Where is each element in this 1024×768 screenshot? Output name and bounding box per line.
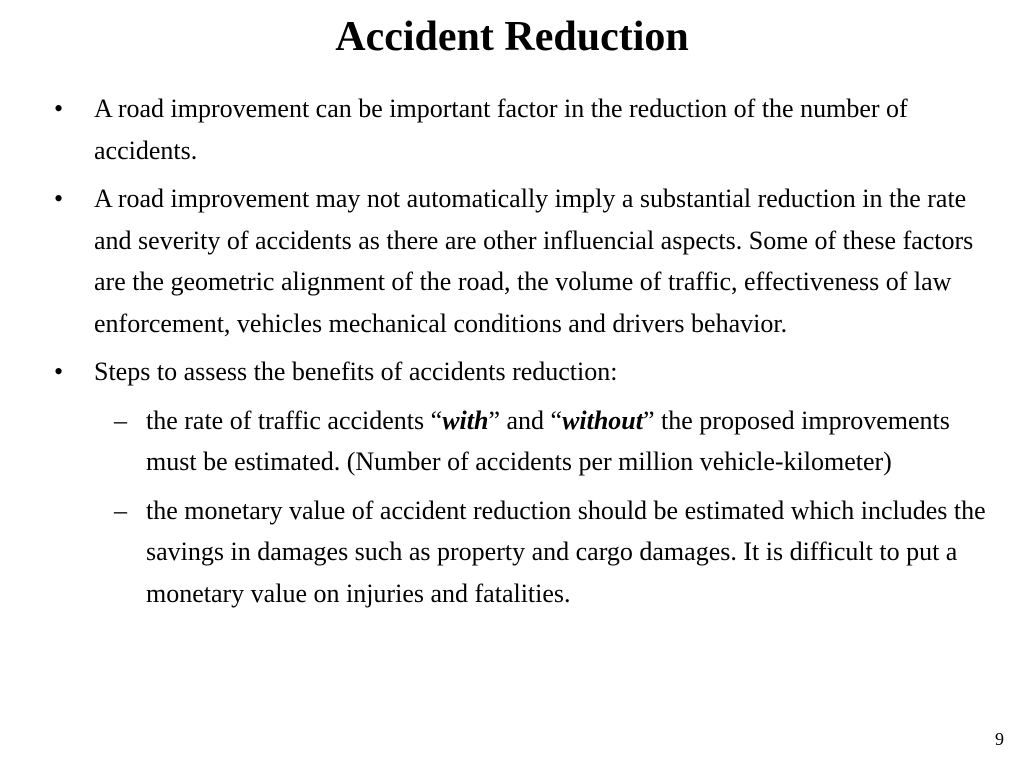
bullet-list: [0, 88, 1024, 621]
emphasis-with: with: [442, 405, 489, 435]
dash-marker: –: [114, 405, 127, 435]
bullet-marker: •: [54, 184, 64, 213]
bullet-marker: •: [54, 357, 64, 386]
sub-bullet-text: [146, 406, 950, 477]
bullet-text: Steps to assess the benefits of accidents reduction:: [94, 357, 618, 386]
emphasis-without: without: [562, 405, 643, 435]
dash-marker: –: [114, 495, 127, 525]
sub-bullet-text: the monetary value of accident reduction should be estimated which includes the savings in damages such as property and cargo damages. It is difficult to put a monetary value on injuries and fatalities.: [146, 495, 986, 608]
text-segment: the rate of traffic accidents “: [146, 405, 443, 435]
text-segment: ” and “: [488, 405, 563, 435]
bullet-text: A road improvement may not automatically imply a substantial reduction in the rate and severity of accidents as there are other influencial aspects. Some of these factors are the geometric alignment of the road, the volume of traffic, effectiveness of law enforcement, vehicles mechanical conditions and drivers behavior.: [94, 184, 974, 338]
page-number: 9: [995, 729, 1004, 749]
bullet-text: A road improvement can be important factor in the reduction of the number of accidents.: [94, 94, 908, 165]
text-segment: ” the proposed improvements must be estimated. (Number of accidents per million vehicle-kilometer): [146, 405, 950, 476]
bullet-item: [0, 88, 1024, 171]
sub-bullet-item: [0, 490, 1024, 615]
bullet-marker: •: [54, 94, 64, 123]
bullet-item: [0, 178, 1024, 344]
bullet-item: [0, 351, 1024, 393]
sub-bullet-item: [0, 400, 1024, 483]
slide-title: Accident Reduction: [335, 14, 689, 60]
